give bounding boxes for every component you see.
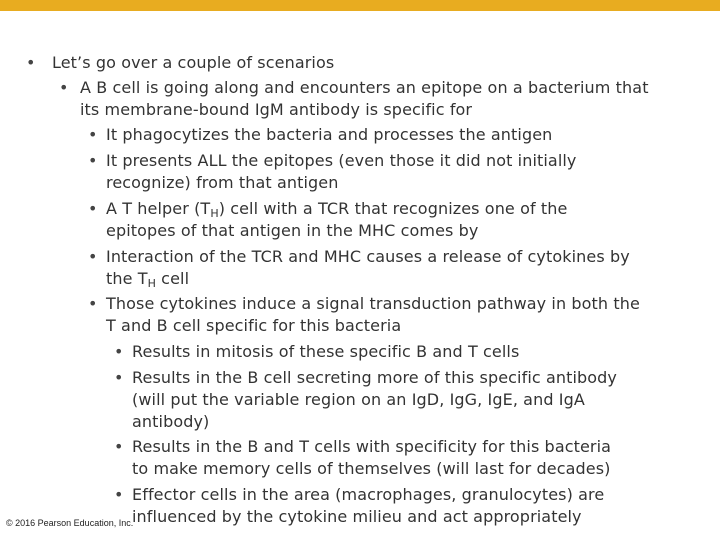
bullet-icon: •	[114, 437, 124, 456]
scenario-line-1: A B cell is going along and encounters an epitope on a bacterium that	[80, 78, 649, 97]
result-mitosis: Results in mitosis of these specific B and T cells	[132, 342, 520, 361]
result-effector-line-2: influenced by the cytokine milieu and act appropriately	[132, 507, 582, 526]
step-cytokines-line-2: T and B cell specific for this bacteria	[106, 316, 402, 335]
bullet-icon: •	[88, 199, 98, 218]
result-memory-line-2: to make memory cells of themselves (will last for decades)	[132, 459, 611, 478]
step-present-line-1: It presents ALL the epitopes (even those it did not initially	[106, 151, 577, 170]
bullet-icon: •	[114, 485, 124, 504]
bullet-icon: •	[59, 78, 69, 97]
bullet-icon: •	[114, 368, 124, 387]
result-effector-line-1: Effector cells in the area (macrophages, granulocytes) are	[132, 485, 605, 504]
step-interaction-line-1: Interaction of the TCR and MHC causes a release of cytokines by	[106, 247, 630, 266]
bullet-icon: •	[26, 53, 36, 72]
bullet-icon: •	[114, 342, 124, 361]
step-interaction-line-2: the $T_H$ cell	[106, 269, 190, 290]
step-present-line-2: recognize) from that antigen	[106, 173, 339, 192]
step-thelper-line-1: A T helper $(T_H)$ cell with a TCR that recognizes one of the	[106, 199, 568, 220]
copyright-footer: © 2016 Pearson Education, Inc.	[6, 518, 134, 528]
result-antibody-line-3: antibody)	[132, 412, 210, 431]
bullet-icon: •	[88, 247, 98, 266]
bullet-icon: •	[88, 294, 98, 313]
step-phagocytize: It phagocytizes the bacteria and processes the antigen	[106, 125, 553, 144]
step-thelper-line-2: epitopes of that antigen in the MHC comes by	[106, 221, 479, 240]
step-cytokines-line-1: Those cytokines induce a signal transduction pathway in both the	[106, 294, 640, 313]
bullet-icon: •	[88, 151, 98, 170]
result-antibody-line-1: Results in the B cell secreting more of this specific antibody	[132, 368, 617, 387]
bullet-icon: •	[88, 125, 98, 144]
scenario-line-2: its membrane-bound IgM antibody is specific for	[80, 100, 473, 119]
result-memory-line-1: Results in the B and T cells with specificity for this bacteria	[132, 437, 612, 456]
result-antibody-line-2: (will put the variable region on an IgD, IgG, IgE, and IgA	[132, 390, 585, 409]
level1-text: Let’s go over a couple of scenarios	[52, 53, 335, 72]
